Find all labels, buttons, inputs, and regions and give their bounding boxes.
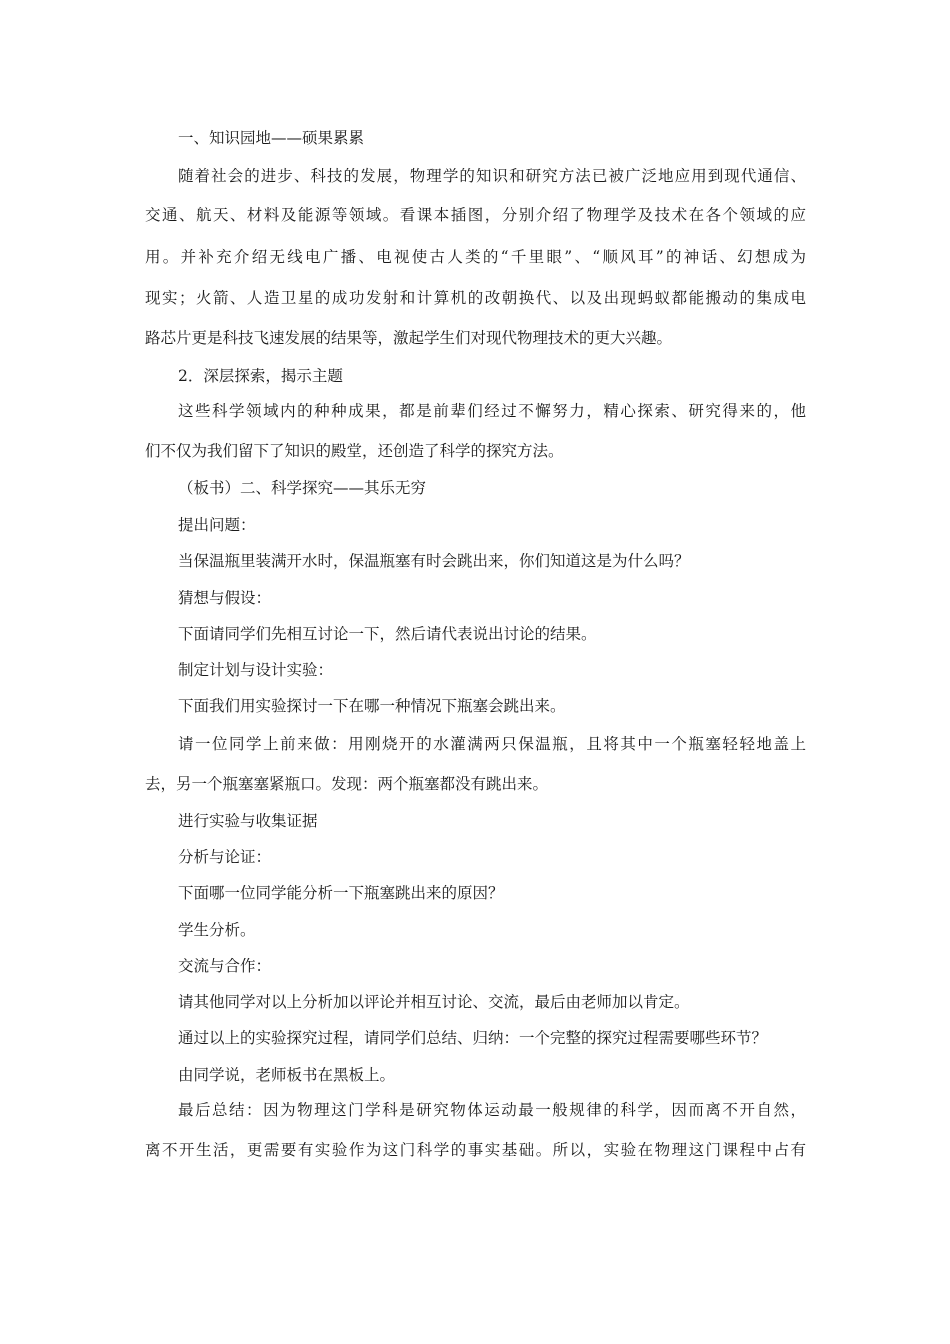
paragraph-line: 下面我们用实验探讨一下在哪一种情况下瓶塞会跳出来。 [178,697,566,715]
paragraph-line: 由同学说，老师板书在黑板上。 [178,1066,396,1084]
paragraph-line: 当保温瓶里装满开水时，保温瓶塞有时会跳出来，你们知道这是为什么吗？ [178,552,690,570]
paragraph-line: 随着社会的进步、科技的发展，物理学的知识和研究方法已被广泛地应用到现代通信、 [178,167,806,185]
step-label: 进行实验与收集证据 [178,812,318,830]
paragraph-line: 路芯片更是科技飞速发展的结果等，激起学生们对现代物理技术的更大兴趣。 [145,329,673,347]
paragraph-line: 请一位同学上前来做：用刚烧开的水灌满两只保温瓶，且将其中一个瓶塞轻轻地盖上 [178,735,806,753]
paragraph-line: 通过以上的实验探究过程，请同学们总结、归纳：一个完整的探究过程需要哪些环节？ [178,1029,768,1047]
paragraph-line: 下面请同学们先相互讨论一下，然后请代表说出讨论的结果。 [178,625,597,643]
paragraph-line: 们不仅为我们留下了知识的殿堂，还创造了科学的探究方法。 [145,442,564,460]
step-label: 制定计划与设计实验： [178,661,334,679]
paragraph-line: 去，另一个瓶塞塞紧瓶口。发现：两个瓶塞都没有跳出来。 [145,775,549,793]
section-heading: 2．深层探索，揭示主题 [178,367,343,385]
paragraph-line: 下面哪一位同学能分析一下瓶塞跳出来的原因？ [178,884,504,902]
paragraph-line: 学生分析。 [178,921,256,939]
paragraph-line: 请其他同学对以上分析加以评论并相互讨论、交流，最后由老师加以肯定。 [178,993,690,1011]
paragraph-line: 用。并补充介绍无线电广播、电视使古人类的“千里眼”、“顺风耳”的神话、幻想成为 [145,248,806,266]
step-label: 提出问题： [178,516,256,534]
step-label: 交流与合作： [178,957,272,975]
section-heading: （板书）二、科学探究——其乐无穷 [178,479,427,497]
section-heading: 一、知识园地——硕果累累 [178,129,365,147]
step-label: 猜想与假设： [178,589,272,607]
paragraph-line: 现实；火箭、人造卫星的成功发射和计算机的改朝换代、以及出现蚂蚁都能搬动的集成电 [145,289,806,307]
paragraph-line: 交通、航天、材料及能源等领域。看课本插图，分别介绍了物理学及技术在各个领域的应 [145,206,806,224]
paragraph-line: 离不开生活，更需要有实验作为这门科学的事实基础。所以，实验在物理这门课程中占有 [145,1141,806,1159]
paragraph-line: 这些科学领域内的种种成果，都是前辈们经过不懈努力，精心探索、研究得来的，他 [178,402,806,420]
paragraph-line: 最后总结：因为物理这门学科是研究物体运动最一般规律的科学，因而离不开自然， [178,1101,806,1119]
step-label: 分析与论证： [178,848,272,866]
